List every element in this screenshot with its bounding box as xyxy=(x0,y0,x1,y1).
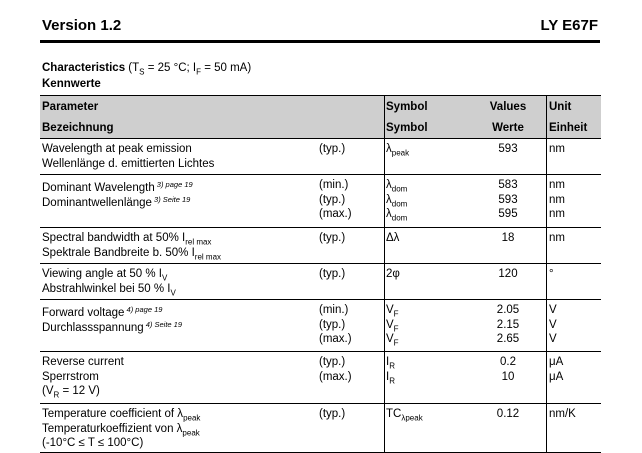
col-divider xyxy=(546,264,547,299)
col-divider xyxy=(546,175,547,227)
table-row xyxy=(40,228,601,264)
value-text: 120 xyxy=(498,268,518,280)
condition-text: (max.) xyxy=(319,333,352,345)
col-divider xyxy=(384,96,385,138)
table-row xyxy=(40,352,601,404)
condition-text: (typ.) xyxy=(319,356,346,368)
table-row xyxy=(40,404,601,453)
table-row xyxy=(40,175,601,228)
symbol-text: Δλ xyxy=(386,232,400,244)
parameter-text: Spektrale Bandbreite b. 50% $I_{rel max}$ xyxy=(42,246,222,261)
table-row xyxy=(40,139,601,175)
symbol-text: $\lambda_{peak}$ xyxy=(386,143,410,158)
parameter-text: Reverse current xyxy=(42,356,124,368)
parameter-text: Viewing angle at 50 % $I_V$ xyxy=(42,268,168,283)
table-header-row xyxy=(40,96,601,139)
symbol-text: $TC_{\lambda peak}$ xyxy=(386,408,423,423)
parameter-text: ($V_R = 12$ V) xyxy=(42,385,100,400)
col-divider xyxy=(546,96,547,138)
value-text: 2.05 xyxy=(496,304,520,316)
unit-text: nm/K xyxy=(549,408,576,420)
parameter-text: Wavelength at peak emission xyxy=(42,143,192,155)
value-text: 10 xyxy=(501,370,515,383)
value-text: 0.2 xyxy=(500,356,516,368)
header-symbol: Symbol xyxy=(386,101,428,113)
condition-text: (min.) xyxy=(319,179,349,191)
condition-text: (typ.) xyxy=(319,193,346,206)
condition-text: (typ.) xyxy=(319,318,346,331)
header-symbol-de: Symbol xyxy=(386,122,428,134)
symbol-text: $V_F$ xyxy=(386,318,399,333)
col-divider xyxy=(384,139,385,174)
symbol-text: $\lambda_{dom}$ xyxy=(386,208,408,223)
col-divider xyxy=(546,404,547,452)
value-text: 0.12 xyxy=(496,408,520,420)
unit-text: nm xyxy=(549,193,565,206)
header-einheit: Einheit xyxy=(549,122,588,134)
section-title: Characteristics ($T_S = 25$ °C; $I_F = 50$ mA) xyxy=(42,62,252,77)
unit-text: nm xyxy=(549,143,565,155)
symbol-text: 2φ xyxy=(386,268,400,280)
col-divider xyxy=(546,300,547,351)
header-parameter: Parameter xyxy=(42,101,99,113)
symbol-text: $V_F$ xyxy=(386,304,399,319)
condition-text: (min.) xyxy=(319,304,349,316)
condition-text: (typ.) xyxy=(319,408,346,420)
condition-text: (max.) xyxy=(319,370,352,383)
unit-text: V xyxy=(549,318,557,331)
header-unit: Unit xyxy=(549,101,572,113)
col-divider xyxy=(384,264,385,299)
unit-text: nm xyxy=(549,232,565,244)
symbol-text: $V_F$ xyxy=(386,333,399,348)
condition-text: (typ.) xyxy=(319,143,346,155)
col-divider xyxy=(384,300,385,351)
value-text: 593 xyxy=(498,143,518,155)
unit-text: nm xyxy=(549,208,565,220)
unit-text: ° xyxy=(549,268,554,280)
unit-text: nm xyxy=(549,179,565,191)
col-divider xyxy=(384,404,385,452)
parameter-text: Wellenlänge d. emittierten Lichtes xyxy=(42,157,215,170)
parameter-text: Temperaturkoeffizient von $\lambda_{peak}$ xyxy=(42,422,200,437)
col-divider xyxy=(384,228,385,263)
symbol-text: $\lambda_{dom}$ xyxy=(386,193,408,208)
condition-text: (typ.) xyxy=(319,268,346,280)
value-text: 583 xyxy=(498,179,518,191)
parameter-text: Sperrstrom xyxy=(42,370,99,383)
condition-text: (max.) xyxy=(319,208,352,220)
value-text: 593 xyxy=(498,193,518,206)
unit-text: μA xyxy=(549,370,564,383)
parameter-text: Abstrahlwinkel bei 50 % $I_V$ xyxy=(42,282,176,297)
part-number: LY E67F xyxy=(540,17,598,34)
parameter-text: Forward voltage $^{4) page 19}$ xyxy=(42,305,163,319)
parameter-text: Durchlassspannung $^{4) Seite 19}$ xyxy=(42,319,183,334)
version-label: Version 1.2 xyxy=(42,17,122,34)
table-row xyxy=(40,300,601,352)
parameter-text: Spectral bandwidth at 50% $I_{rel max}$ xyxy=(42,232,212,247)
parameter-text: Dominant Wavelength $^{3) page 19}$ xyxy=(42,180,193,194)
unit-text: V xyxy=(549,333,557,345)
header-values: Values xyxy=(489,101,527,113)
symbol-text: $I_R$ xyxy=(386,370,395,385)
col-divider xyxy=(546,139,547,174)
characteristics-table xyxy=(40,95,601,453)
col-divider xyxy=(546,228,547,263)
value-text: 2.15 xyxy=(496,318,520,331)
symbol-text: $I_R$ xyxy=(386,356,395,371)
header-bezeichnung: Bezeichnung xyxy=(42,122,114,134)
header-rule xyxy=(40,40,600,43)
parameter-text: (-10°C ≤ T ≤ 100°C) xyxy=(42,437,144,449)
symbol-text: $\lambda_{dom}$ xyxy=(386,179,408,194)
unit-text: V xyxy=(549,304,557,316)
col-divider xyxy=(546,352,547,403)
header-werte: Werte xyxy=(492,122,524,134)
unit-text: μA xyxy=(549,356,564,368)
table-row xyxy=(40,264,601,300)
parameter-text: Temperature coefficient of $\lambda_{peak}$ xyxy=(42,408,201,423)
value-text: 18 xyxy=(501,232,515,244)
parameter-text: Dominantwellenlänge $^{3) Seite 19}$ xyxy=(42,194,191,209)
value-text: 2.65 xyxy=(496,333,520,345)
condition-text: (typ.) xyxy=(319,232,346,244)
col-divider xyxy=(384,352,385,403)
value-text: 595 xyxy=(498,208,518,220)
col-divider xyxy=(384,175,385,227)
section-subtitle: Kennwerte xyxy=(42,78,101,90)
